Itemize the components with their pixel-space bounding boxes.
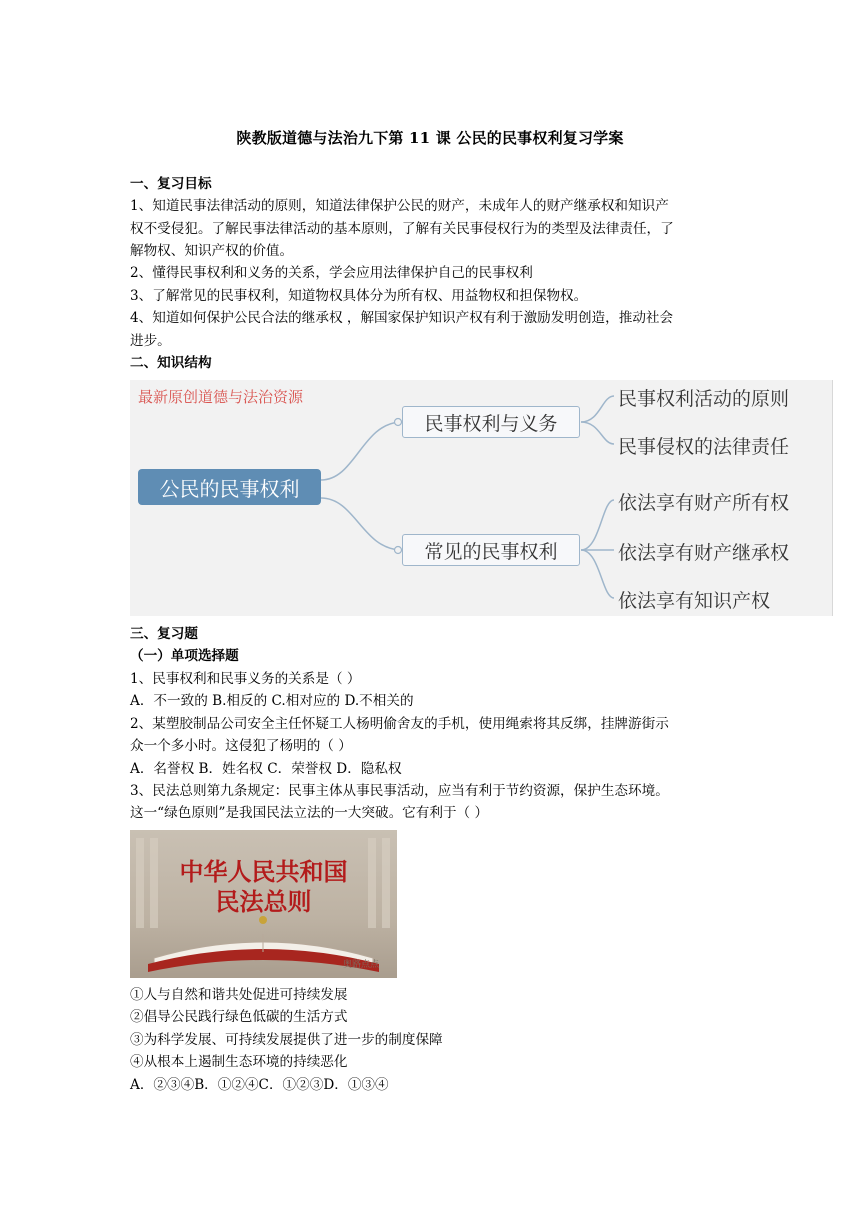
goal-line: 3、了解常见的民事权利，知道物权具体分为所有权、用益物权和担保物权。	[130, 288, 588, 304]
goal-line: 2、懂得民事权利和义务的关系，学会应用法律保护自己的民事权利	[130, 265, 533, 281]
subheading-single-choice: （一）单项选择题	[130, 648, 239, 664]
section-heading-goals: 一、复习目标	[130, 176, 212, 192]
collapse-dot	[395, 419, 402, 426]
connector-branch2-leaf1	[581, 500, 614, 550]
question-3-item: ②倡导公民践行绿色低碳的生活方式	[130, 1009, 348, 1025]
mindmap-leaf: 依法享有财产继承权	[618, 542, 790, 564]
section-heading-structure: 二、知识结构	[130, 355, 212, 371]
question-1-stem: 1、民事权利和民事义务的关系是（ ）	[130, 671, 361, 687]
question-1-options: A．不一致的 B.相反的 C.相对应的 D.不相关的	[130, 693, 414, 709]
mindmap-leaf: 民事权利活动的原则	[618, 388, 790, 410]
mindmap-leaf: 依法享有财产所有权	[618, 492, 790, 514]
question-3-stem: 这一“绿色原则”是我国民法立法的一大突破。它有利于（ ）	[130, 805, 489, 821]
connector-branch2-leaf3	[581, 550, 614, 598]
mindmap-branch-rights-duties: 民事权利与义务	[402, 406, 580, 438]
goal-line: 进步。	[130, 333, 171, 349]
mindmap-root-node: 公民的民事权利	[138, 469, 321, 505]
mindmap-leaf: 民事侵权的法律责任	[618, 436, 790, 458]
knowledge-mindmap	[130, 380, 833, 616]
question-3-options: A．②③④B．①②④C．①②③D．①③④	[130, 1077, 389, 1093]
question-3-item: ④从根本上遏制生态环境的持续恶化	[130, 1054, 348, 1070]
image-title-line1: 中华人民共和国	[179, 858, 348, 886]
question-3-stem: 3、民法总则第九条规定：民事主体从事民事活动，应当有利于节约资源，保护生态环境。	[130, 783, 669, 799]
connector-branch1-leaf1	[581, 396, 614, 422]
question-3-item: ①人与自然和谐共处促进可持续发展	[130, 987, 348, 1003]
connector-branch1-leaf2	[581, 422, 614, 444]
question-2-options: A．名誉权 B．姓名权 C．荣誉权 D．隐私权	[130, 761, 402, 777]
mindmap-watermark: 最新原创道德与法治资源	[138, 388, 304, 406]
connector-root-branch1	[321, 422, 400, 480]
connector-root-branch2	[321, 498, 400, 550]
image-title-line2: 民法总则	[215, 888, 312, 916]
document-title: 陕教版道德与法治九下第 11 课 公民的民事权利复习学案	[236, 129, 624, 147]
mindmap-leaf: 依法享有知识产权	[618, 590, 771, 612]
goal-line: 解物权、知识产权的价值。	[130, 243, 294, 259]
goal-line: 4、知道如何保护公民合法的继承权 ，解国家保护知识产权有利于激励发明创造，推动社会	[130, 310, 674, 326]
civil-code-book-image	[130, 830, 397, 978]
section-heading-review: 三、复习题	[130, 626, 198, 642]
goal-line: 1、知道民事法律活动的原则，知道法律保护公民的财产，未成年人的财产继承权和知识产	[130, 198, 669, 214]
mindmap-branch-common-rights: 常见的民事权利	[402, 534, 580, 566]
collapse-dot	[395, 547, 402, 554]
question-2-stem: 众一个多小时。这侵犯了杨明的（ ）	[130, 738, 352, 754]
goal-line: 权不受侵犯。了解民事法律活动的基本原则，了解有关民事侵权行为的类型及法律责任，了	[130, 221, 674, 237]
image-caption: 奥路点点	[342, 960, 379, 970]
question-3-item: ③为科学发展、可持续发展提供了进一步的制度保障	[130, 1032, 443, 1048]
question-2-stem: 2、某塑胶制品公司安全主任怀疑工人杨明偷舍友的手机，使用绳索将其反绑，挂牌游街示	[130, 716, 669, 732]
